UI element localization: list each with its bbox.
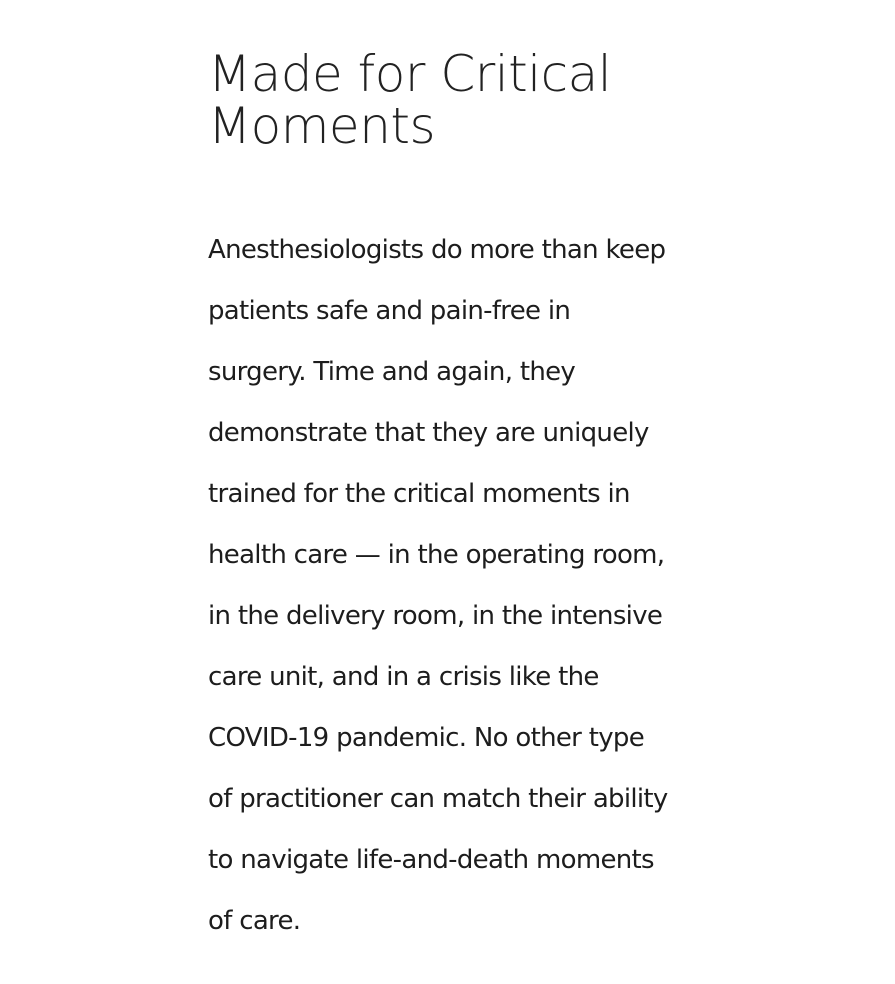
body-line: in the delivery room, in the intensive	[208, 601, 663, 631]
body-line: health care — in the operating room,	[208, 540, 665, 570]
body-line: trained for the critical moments in	[208, 479, 630, 509]
body-line: surgery. Time and again, they	[208, 357, 576, 387]
body-line: COVID-19 pandemic. No other type	[208, 723, 644, 753]
body-line: to navigate life-and-death moments	[208, 845, 654, 875]
title-line: Made for Critical	[208, 45, 612, 103]
section-body	[208, 220, 708, 952]
body-line: patients safe and pain-free in	[208, 296, 571, 326]
body-line: care unit, and in a crisis like the	[208, 662, 599, 692]
body-line: of practitioner can match their ability	[208, 784, 668, 814]
body-line: Anesthesiologists do more than keep	[208, 235, 666, 265]
section-title	[208, 45, 708, 155]
article-section	[208, 45, 708, 952]
body-line: of care.	[208, 906, 301, 936]
body-line: demonstrate that they are uniquely	[208, 418, 649, 448]
title-line: Moments	[208, 97, 436, 155]
